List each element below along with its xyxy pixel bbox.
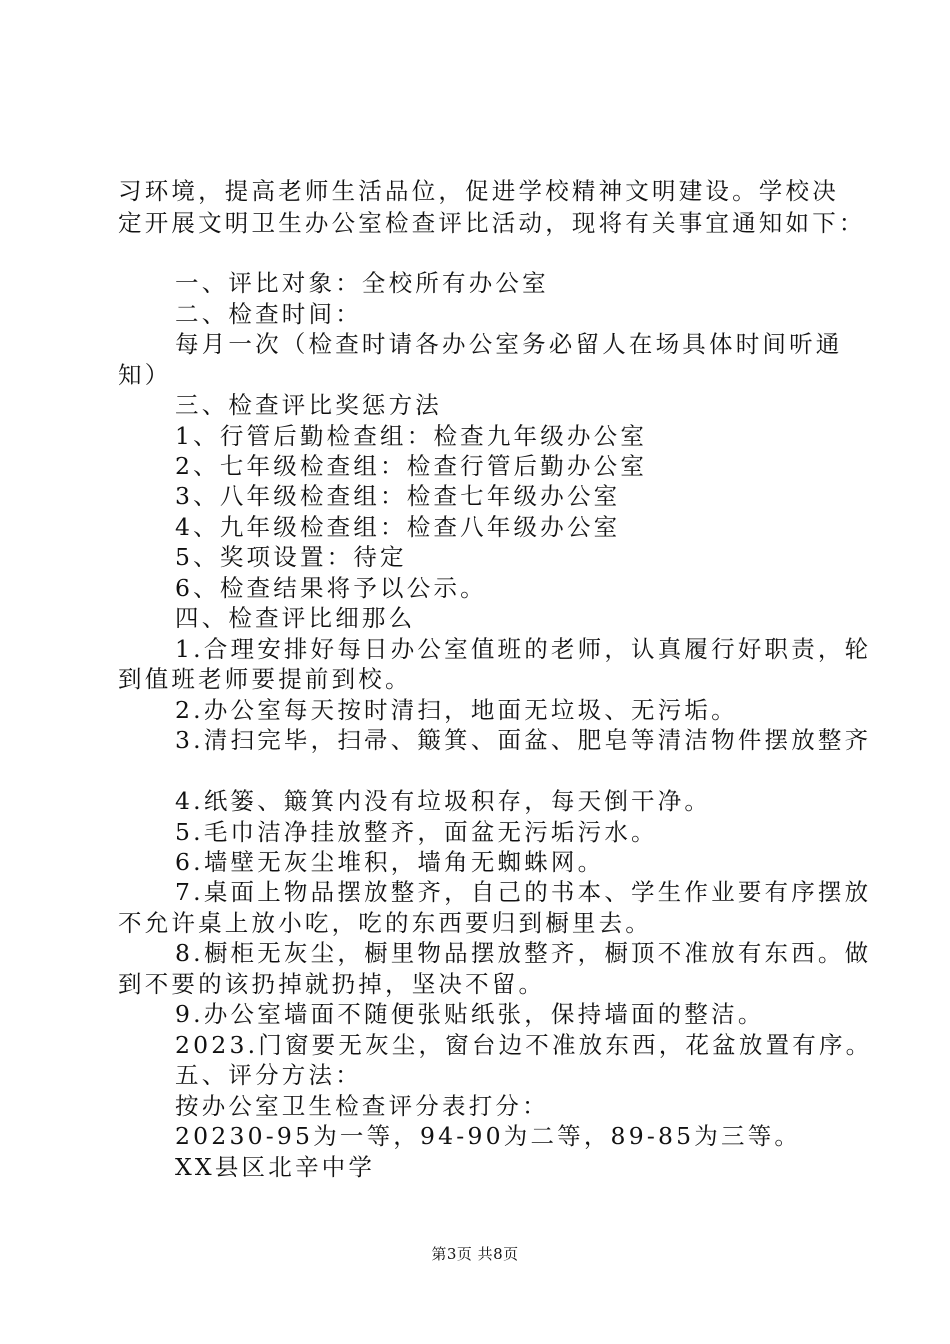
- page-number-footer: 第3页 共8页: [431, 1245, 519, 1263]
- rule-4: 4.纸篓、簸箕内没有垃圾积存，每天倒干净。: [175, 787, 712, 815]
- grading-scale: 20230-95为一等，94-90为二等，89-85为三等。: [175, 1122, 802, 1150]
- rule-5: 5.毛巾洁净挂放整齐，面盆无污垢污水。: [175, 818, 658, 846]
- section-3-item-6: 6、检查结果将予以公示。: [175, 574, 487, 602]
- section-3-item-3: 3、八年级检查组：检查七年级办公室: [175, 482, 621, 510]
- section-1-heading: 一、评比对象：全校所有办公室: [175, 269, 549, 297]
- section-2-heading: 二、检查时间：: [175, 300, 362, 328]
- intro-line-2: 定开展文明卫生办公室检查评比活动，现将有关事宜通知如下：: [118, 209, 866, 237]
- section-2-detail-line-1: 每月一次（检查时请各办公室务必留人在场具体时间听通: [175, 330, 843, 358]
- rule-9: 9.办公室墙面不随便张贴纸张，保持墙面的整洁。: [175, 1000, 765, 1028]
- rule-8-line-2: 到不要的该扔掉就扔掉，坚决不留。: [118, 970, 546, 998]
- rule-7-line-1: 7.桌面上物品摆放整齐，自己的书本、学生作业要有序摆放: [175, 878, 872, 906]
- section-3-item-5: 5、奖项设置：待定: [175, 543, 407, 571]
- rule-7-line-2: 不允许桌上放小吃，吃的东西要归到橱里去。: [118, 909, 652, 937]
- section-3-item-4: 4、九年级检查组：检查八年级办公室: [175, 513, 621, 541]
- section-5-detail: 按办公室卫生检查评分表打分：: [175, 1092, 549, 1120]
- section-3-item-2: 2、七年级检查组：检查行管后勤办公室: [175, 452, 648, 480]
- signature: XX县区北辛中学: [175, 1153, 376, 1181]
- rule-2: 2.办公室每天按时清扫，地面无垃圾、无污垢。: [175, 696, 738, 724]
- section-4-heading: 四、检查评比细那么: [175, 604, 416, 632]
- section-3-heading: 三、检查评比奖惩方法: [175, 391, 442, 419]
- rule-6: 6.墙壁无灰尘堆积，墙角无蜘蛛网。: [175, 848, 605, 876]
- rule-1-line-2: 到值班老师要提前到校。: [118, 665, 412, 693]
- section-3-item-1: 1、行管后勤检查组：检查九年级办公室: [175, 422, 648, 450]
- rule-3: 3.清扫完毕，扫帚、簸箕、面盆、肥皂等清洁物件摆放整齐: [175, 726, 872, 754]
- rule-8-line-1: 8.橱柜无灰尘，橱里物品摆放整齐，橱顶不准放有东西。做: [175, 939, 872, 967]
- section-2-detail-line-2: 知）: [118, 361, 172, 389]
- rule-10: 2023.门窗要无灰尘，窗台边不准放东西，花盆放置有序。: [175, 1031, 873, 1059]
- rule-1-line-1: 1.合理安排好每日办公室值班的老师，认真履行好职责，轮: [175, 635, 872, 663]
- intro-line-1: 习环境，提高老师生活品位，促进学校精神文明建设。学校决: [118, 177, 839, 205]
- section-5-heading: 五、评分方法：: [175, 1061, 362, 1089]
